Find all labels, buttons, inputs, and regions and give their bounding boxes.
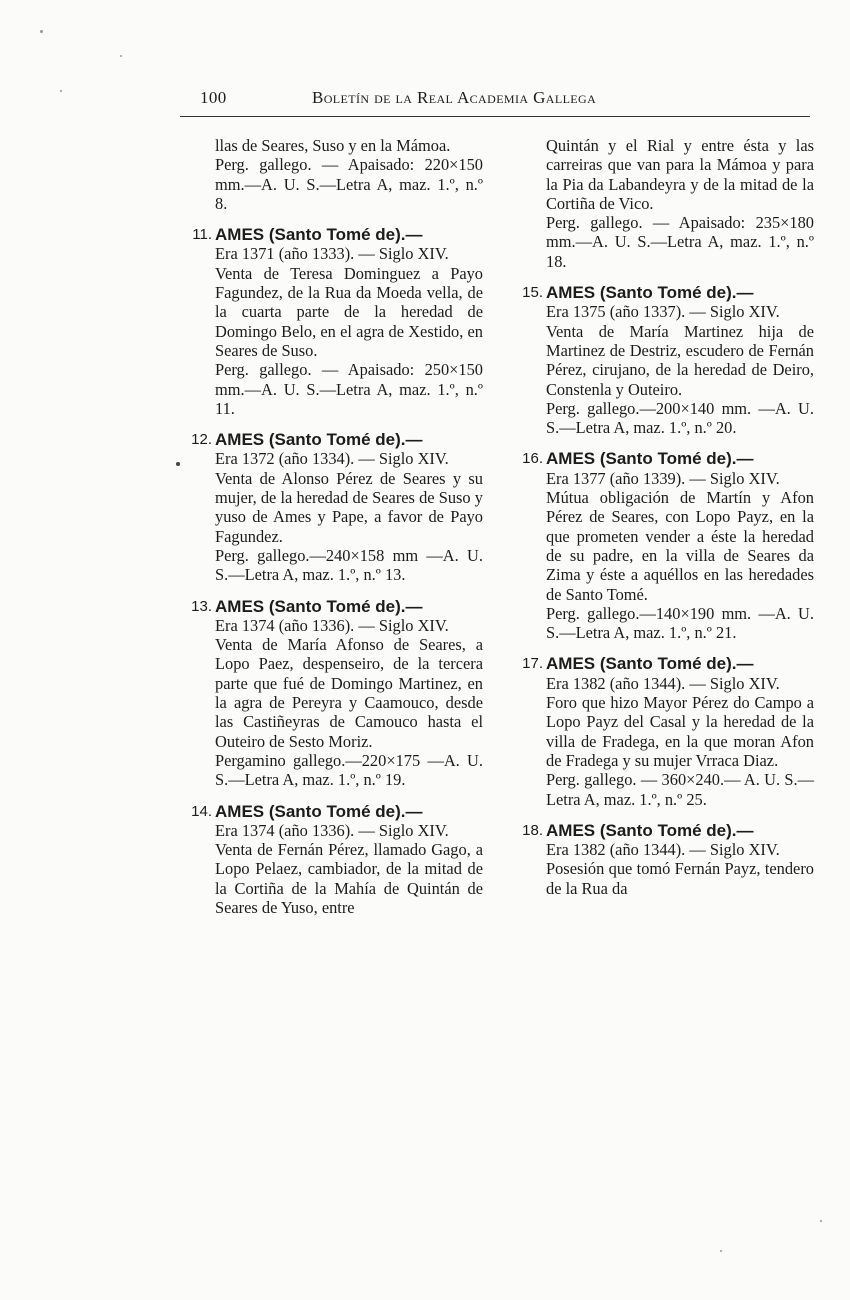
entry-date: Era 1372 (año 1334). — Siglo XIV. <box>215 449 449 469</box>
entry-title: AMES (Santo Tomé de).— <box>546 820 754 840</box>
catalog-entry-11 <box>192 225 483 418</box>
catalog-entry-16 <box>522 449 814 643</box>
entry-number: 17. <box>522 655 543 673</box>
entry-body: Venta de Teresa Dominguez a Payo Fagundez, de la Rua da Moeda vella, de la cuarta parte de la heredad de Domingo Belo, en el agra de Xestido, en Seares de Suso. <box>215 263 483 360</box>
entry-title: AMES (Santo Tomé de).— <box>215 596 423 616</box>
running-header <box>180 84 808 112</box>
left-column <box>191 136 483 917</box>
entry-reference: Perg. gallego.—140×190 mm. —A. U. S.—Letra A, maz. 1.º, n.º 21. <box>546 603 814 643</box>
catalog-entry-15 <box>522 283 814 438</box>
header-rule <box>180 116 810 117</box>
entry-number: 14. <box>191 802 212 820</box>
catalog-entry-18 <box>522 820 814 898</box>
scan-speck <box>40 30 43 33</box>
entry-date: Era 1374 (año 1336). — Siglo XIV. <box>215 820 449 840</box>
entry-number: 18. <box>522 821 543 839</box>
entry-title: AMES (Santo Tomé de).— <box>215 430 423 450</box>
left-continuation <box>215 136 483 213</box>
entry-title: AMES (Santo Tomé de).— <box>546 449 754 469</box>
continuation-text: Quintán y el Rial y entre ésta y las carreiras que van para la Mámoa y para la Pia da Labandeyra y de la mitad de la Cortiña de Vico. <box>546 136 814 213</box>
entry-number: 12. <box>191 431 212 449</box>
entry-reference: Perg. gallego.—240×158 mm —A. U. S.—Letra A, maz. 1.º, n.º 13. <box>215 545 483 585</box>
catalog-entry-14 <box>191 801 483 918</box>
continuation-ref: Perg. gallego. — Apaisado: 220×150 mm.—A. U. S.—Letra A, maz. 1.º, n.º 8. <box>215 155 483 213</box>
entry-number: 15. <box>522 284 543 302</box>
entry-date: Era 1374 (año 1336). — Siglo XIV. <box>215 615 449 635</box>
catalog-entry-17 <box>522 654 814 809</box>
entry-number: 13. <box>191 597 212 615</box>
entry-reference: Perg. gallego. — Apaisado: 250×150 mm.—A. U. S.—Letra A, maz. 1.º, n.º 11. <box>215 360 483 418</box>
entry-title: AMES (Santo Tomé de).— <box>546 283 754 303</box>
scan-speck <box>820 1220 822 1222</box>
entry-date: Era 1377 (año 1339). — Siglo XIV. <box>546 468 780 488</box>
entry-reference: Pergamino gallego.—220×175 —A. U. S.—Letra A, maz. 1.º, n.º 19. <box>215 750 483 790</box>
entry-title: AMES (Santo Tomé de).— <box>215 801 423 821</box>
entry-body: Venta de Alonso Pérez de Seares y su mujer, de la heredad de Seares de Suso y yuso de Ames y Pape, a favor de Payo Fagundez. <box>215 468 483 546</box>
entry-body: Venta de María Afonso de Seares, a Lopo Paez, despenseiro, de la tercera parte que fué de Domingo Martinez, en la agra de Pereyra y Caamouco, desde las Castiñeyras de Camouco hasta el Outeiro de Sesto Moriz. <box>215 635 483 751</box>
entry-body: Foro que hizo Mayor Pérez do Campo a Lopo Payz del Casal y la heredad de la villa de Fradega, en la que moran Afon de Fradega y su mujer Vrraca Diaz. <box>546 693 814 770</box>
journal-title: Boletín de la Real Academia Gallega <box>312 88 597 107</box>
right-column <box>522 136 814 898</box>
scan-speck <box>176 462 180 466</box>
entry-body: Venta de María Martinez hija de Martinez de Destriz, escudero de Fernán Pérez, cirujano, de la heredad de Deiro, Constenla y Outeiro. <box>546 321 814 399</box>
entry-date: Era 1382 (año 1344). — Siglo XIV. <box>546 840 780 860</box>
entry-reference: Perg. gallego.—200×140 mm. —A. U. S.—Letra A, maz. 1.º, n.º 20. <box>546 398 814 438</box>
entry-title: AMES (Santo Tomé de).— <box>215 225 423 245</box>
catalog-entry-13 <box>191 596 483 790</box>
scan-speck <box>120 55 122 57</box>
entry-date: Era 1371 (año 1333). — Siglo XIV. <box>215 244 449 264</box>
entry-body: Mútua obligación de Martín y Afon Pérez de Seares, con Lopo Payz, en la que prometen vender a éste la heredad de su padre, en la villa de Seares da Zima y éste a aquéllos en las heredades de Santo Tomé. <box>546 488 814 604</box>
entry-number: 11. <box>192 226 212 244</box>
continuation-text: llas de Seares, Suso y en la Mámoa. <box>215 136 451 155</box>
entry-reference: Perg. gallego. — 360×240.— A. U. S.—Letra A, maz. 1.º, n.º 25. <box>546 770 814 809</box>
page-number: 100 <box>200 88 227 107</box>
scan-speck <box>60 90 62 92</box>
scan-speck <box>720 1250 722 1252</box>
catalog-entry-12 <box>191 430 483 585</box>
entry-number: 16. <box>522 450 543 468</box>
right-continuation <box>546 136 814 271</box>
continuation-ref: Perg. gallego. — Apaisado: 235×180 mm.—A. U. S.—Letra A, maz. 1.º, n.º 18. <box>546 213 814 271</box>
entry-date: Era 1375 (año 1337). — Siglo XIV. <box>546 302 780 322</box>
entry-date: Era 1382 (año 1344). — Siglo XIV. <box>546 673 780 693</box>
entry-title: AMES (Santo Tomé de).— <box>546 654 754 674</box>
entry-body: Posesión que tomó Fernán Payz, tendero de la Rua da <box>546 859 814 898</box>
entry-body: Venta de Fernán Pérez, llamado Gago, a Lopo Pelaez, cambiador, de la mitad de la Cortiña de la Mahía de Quintán de Seares de Yuso, entre <box>215 840 483 917</box>
